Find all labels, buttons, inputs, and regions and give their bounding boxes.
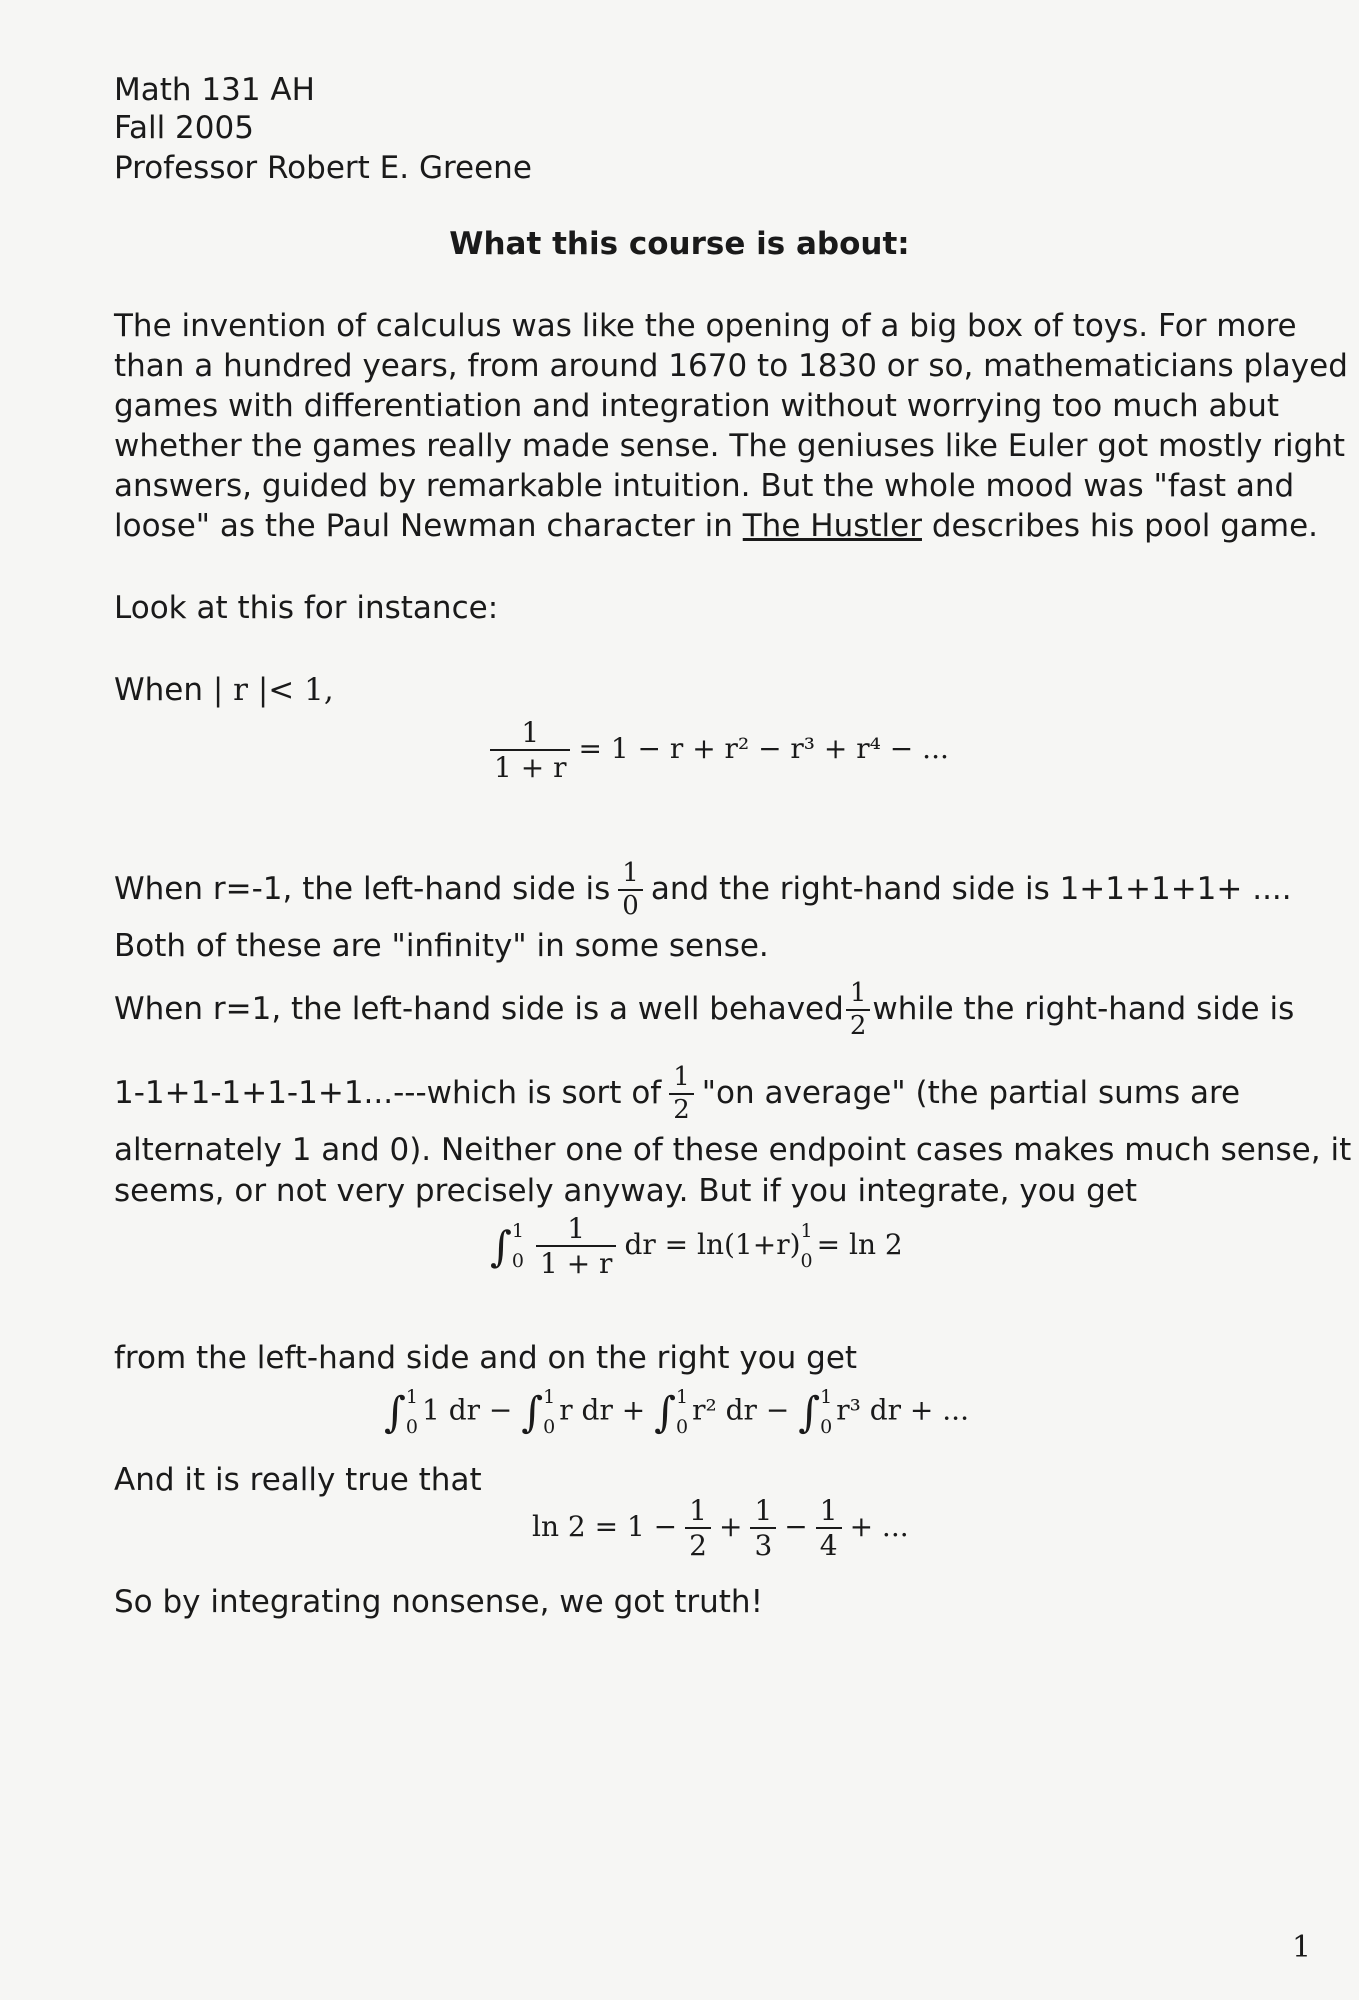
course-name: Math 131 AH — [114, 72, 315, 108]
when-label: When — [114, 672, 213, 708]
when-condition: | r |< 1, — [212, 672, 334, 708]
fraction: $\frac{1}{3}$ — [750, 1496, 776, 1561]
integral-sign-icon: ∫ — [521, 1387, 544, 1437]
integral-term: 1 dr − — [421, 1393, 513, 1427]
integral-limits: 1 0 — [820, 1386, 833, 1438]
series-lhs: ln 2 = 1 − — [532, 1509, 678, 1543]
paragraph: And it is really true that — [114, 1462, 482, 1498]
fraction: $\frac{1}{2}$ — [669, 1064, 694, 1125]
intro-line: The invention of calculus was like the opening of a big box of toys. For more — [114, 308, 1297, 344]
evaluation-limits: 1 0 — [800, 1220, 813, 1273]
text: 1-1+1-1+1-1+1...---which is sort of — [114, 1074, 662, 1111]
paragraph: from the left-hand side and on the right you get — [114, 1340, 858, 1376]
integral-term: r dr + — [559, 1393, 646, 1427]
intro-line: than a hundred years, from around 1670 to 1830 or so, mathematicians played — [114, 348, 1348, 384]
operator: + — [718, 1509, 743, 1543]
integral-limits: 1 0 — [543, 1386, 556, 1438]
fraction: $\frac{1}{4}$ — [816, 1496, 842, 1561]
text: When r=-1, the left-hand side is — [114, 870, 611, 907]
look-text: Look at this for instance: — [114, 590, 499, 626]
when-line — [114, 670, 334, 710]
series-tail: + ... — [849, 1509, 909, 1543]
ln2-series-equation — [532, 1496, 909, 1561]
paragraph: seems, or not very precisely anyway. But if you integrate, you get — [114, 1173, 1138, 1209]
paragraph — [114, 860, 1292, 921]
fraction: $\frac{1}{2}$ — [846, 980, 871, 1041]
term: Fall 2005 — [114, 110, 254, 146]
page-number: 1 — [1292, 1930, 1312, 1965]
integral-expression: dr = ln(1+r) — [624, 1227, 801, 1261]
page-title: What this course is about: — [449, 226, 910, 262]
integral-term: r² dr − — [692, 1393, 790, 1427]
fraction: $\frac{1}{0}$ — [618, 860, 643, 921]
geometric-series-equation — [482, 718, 949, 783]
integral-sign-icon: ∫ — [490, 1221, 512, 1271]
text: "on average" (the partial sums are — [701, 1074, 1241, 1111]
integral-sign-icon: ∫ — [384, 1387, 406, 1437]
integral-limits: 1 0 — [405, 1386, 418, 1438]
film-title: The Hustler — [742, 508, 922, 544]
text: When r=1, the left-hand side is a well behaved — [114, 990, 844, 1027]
integral-term: r³ dr + ... — [836, 1393, 969, 1427]
text: while the right-hand side is — [872, 990, 1295, 1027]
intro-line-last — [114, 506, 1318, 546]
paragraph — [114, 1064, 1240, 1125]
fraction: $\frac{1}{1 + r}$ — [490, 718, 570, 783]
series-rhs: = 1 − r + r² − r³ + r⁴ − ... — [578, 731, 949, 765]
fraction: $\frac{1}{1 + r}$ — [536, 1214, 616, 1279]
integral-value: = ln 2 — [816, 1227, 903, 1261]
paragraph — [114, 980, 1294, 1041]
professor: Professor Robert E. Greene — [114, 150, 532, 186]
intro-line: whether the games really made sense. The geniuses like Euler got mostly right — [114, 428, 1346, 464]
paragraph: alternately 1 and 0). Neither one of these endpoint cases makes much sense, it — [114, 1132, 1352, 1168]
conclusion: So by integrating nonsense, we got truth! — [114, 1584, 764, 1620]
operator: − — [784, 1509, 808, 1543]
series-of-integrals — [384, 1382, 969, 1442]
intro-text: loose" as the Paul Newman character in — [114, 508, 743, 544]
integral-equation — [490, 1214, 903, 1279]
intro-line: answers, guided by remarkable intuition. But the whole mood was "fast and — [114, 468, 1295, 504]
intro-line: games with differentiation and integration without worrying too much abut — [114, 388, 1279, 424]
intro-text: describes his pool game. — [921, 508, 1319, 544]
paragraph: Both of these are "infinity" in some sense. — [114, 928, 769, 964]
fraction: $\frac{1}{2}$ — [685, 1496, 711, 1561]
integral-sign-icon: ∫ — [798, 1387, 821, 1437]
integral-sign-icon: ∫ — [654, 1387, 677, 1437]
text: and the right-hand side is 1+1+1+1+ .... — [650, 870, 1292, 907]
integral-limits: 1 0 — [676, 1386, 689, 1438]
integral-limits: 1 0 — [511, 1220, 524, 1273]
